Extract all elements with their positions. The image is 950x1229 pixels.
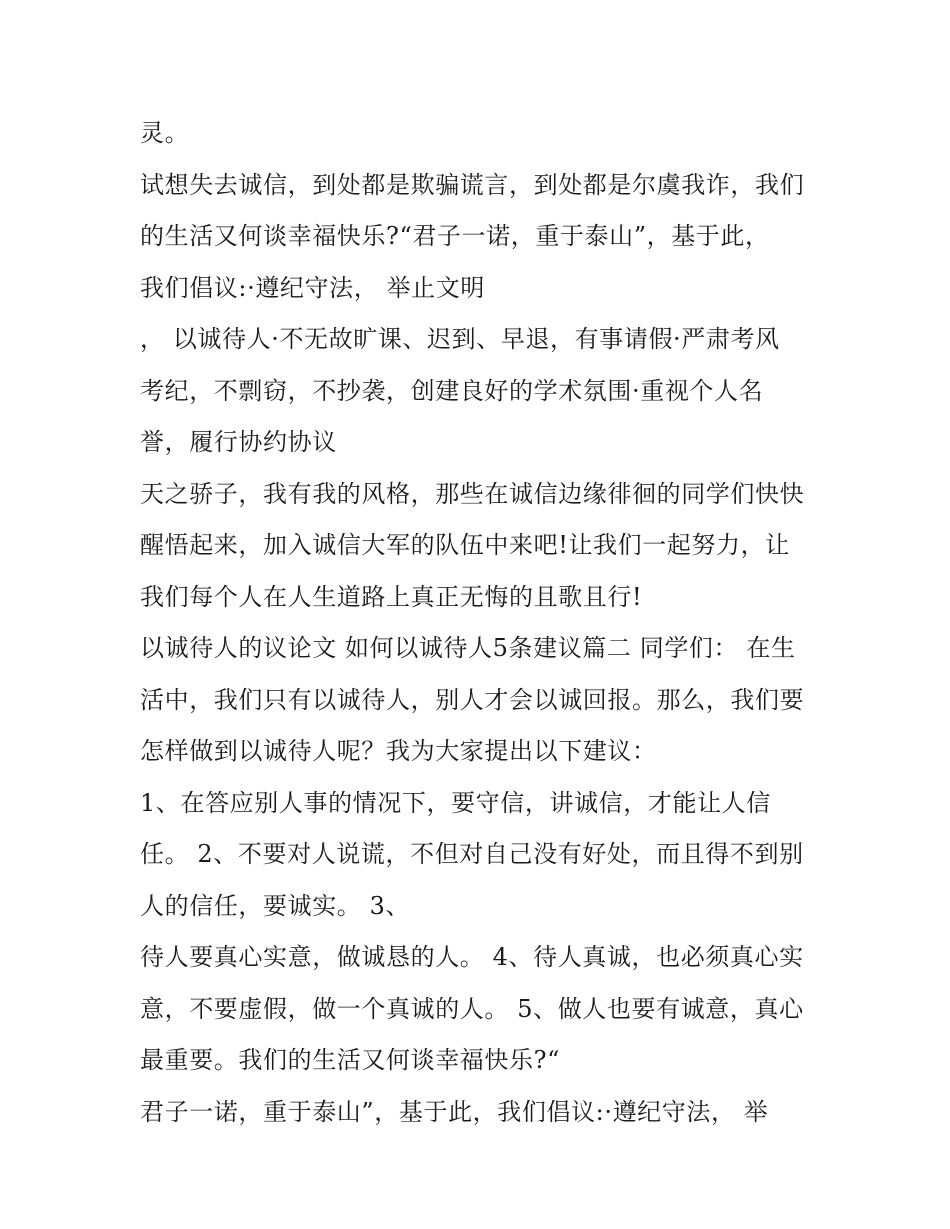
text-line: 的生活又何谈幸福快乐?“君子一诺，重于泰山”，基于此， — [140, 222, 770, 250]
text-line: ， 以诚待人·不无故旷课、迟到、早退，有事请假·严肃考风 — [140, 325, 780, 353]
text-line: 我们每个人在人生道路上真正无悔的且歌且行! — [140, 582, 643, 611]
document-body — [140, 108, 820, 1138]
text-line: 待人要真心实意，做诚恳的人。 4、待人真诚，也必须真心实 — [140, 943, 804, 971]
text-line: 试想失去诚信，到处都是欺骗谎言，到处都是尔虞我诈，我们 — [140, 170, 805, 199]
text-line: 考纪，不剽窃，不抄袭，创建良好的学术氛围·重视个人名 — [140, 376, 764, 405]
text-line: 醒悟起来，加入诚信大军的队伍中来吧!让我们一起努力，让 — [140, 531, 790, 559]
text-line: 1、在答应别人事的情况下，要守信，讲诚信，才能让人信 — [140, 788, 771, 817]
text-line: 人的信任，要诚实。 3、 — [140, 891, 411, 920]
text-line: 活中，我们只有以诚待人，别人才会以诚回报。那么，我们要 — [140, 685, 805, 714]
text-line: 怎样做到以诚待人呢？我为大家提出以下建议： — [140, 737, 657, 765]
text-line: 意，不要虚假，做一个真诚的人。 5、做人也要有诚意，真心 — [140, 994, 804, 1023]
text-line: 君子一诺，重于泰山”，基于此，我们倡议:·遵纪守法， 举 — [140, 1097, 769, 1126]
text-line: 我们倡议:·遵纪守法， 举止文明 — [140, 273, 485, 302]
text-line: 以诚待人的议论文 如何以诚待人5条建议篇二 同学们： 在生 — [140, 634, 796, 662]
text-line: 誉，履行协约协议 — [140, 428, 337, 456]
text-line: 天之骄子，我有我的风格，那些在诚信边缘徘徊的同学们快快 — [140, 479, 805, 508]
text-line: 任。 2、不要对人说谎，不但对自己没有好处，而且得不到别 — [140, 840, 804, 868]
text-line: 最重要。我们的生活又何谈幸福快乐?“ — [140, 1046, 560, 1074]
text-line: 灵。 — [140, 119, 190, 147]
